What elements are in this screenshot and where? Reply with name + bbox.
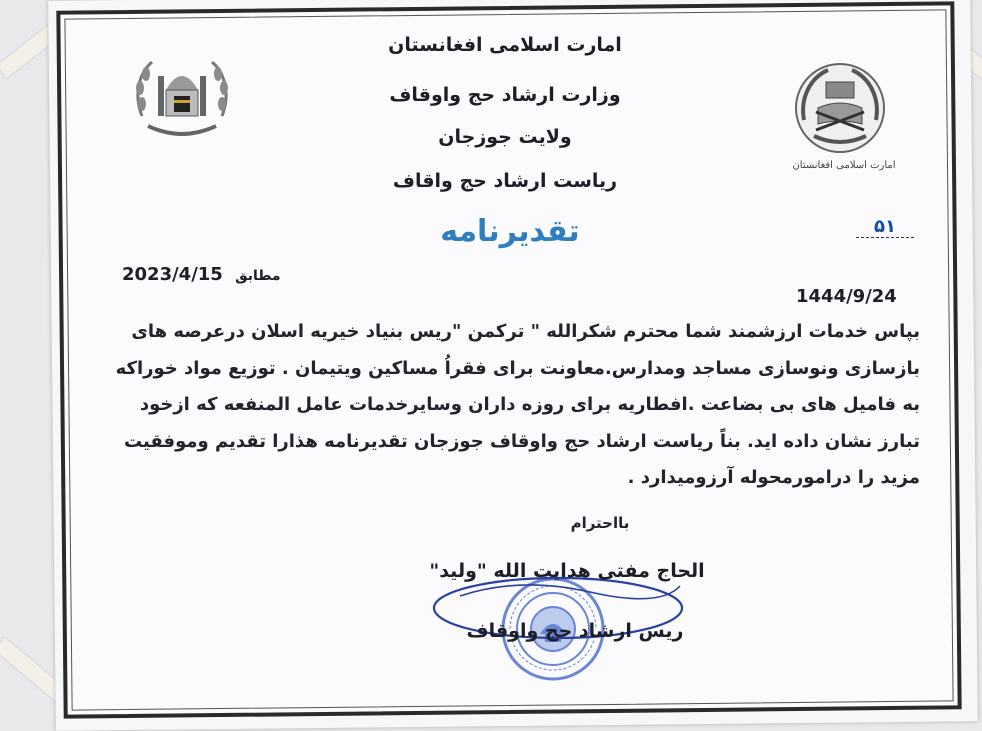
national-emblem-icon — [790, 58, 890, 158]
header-line-province: ولایت جوزجان — [438, 126, 572, 148]
closing-regards: بااحترام — [570, 514, 630, 532]
body-line: تبارز نشان داده اید. بناً ریاست ارشاد حج واوقاف جوزجان تقدیرنامه هذارا تقدیم وموفقیت — [123, 430, 920, 452]
certificate-title: تقدیرنامه — [440, 214, 580, 249]
gregorian-date-label: مطابق — [235, 268, 281, 284]
body-line: مزید را درامورمحوله آرزومیدارد . — [627, 467, 920, 488]
body-line: بپاس خدمات ارزشمند شما محترم شکرالله " ترکمن "ریس بنیاد خیریه اسلان درعرصه های — [131, 321, 920, 342]
body-line: به فامیل های بی بضاعت .افطاریه برای روزه داران وسایرخدمات عامل المنفعه که ازخود — [139, 394, 920, 415]
gregorian-date — [122, 264, 281, 285]
header-line-emirate: امارت اسلامی افغانستان — [388, 34, 622, 56]
certificate-body — [94, 314, 920, 497]
signer-name: الحاج مفتی هدایت الله "ولید" — [429, 560, 705, 582]
header-line-directorate: ریاست ارشاد حج واقاف — [392, 170, 618, 192]
hijri-date: 1444/9/24 — [796, 286, 897, 307]
emblem-caption: امارت اسلامی افغانستان — [792, 160, 896, 171]
ministry-emblem-icon — [128, 46, 236, 146]
header-line-ministry: وزارت ارشاد حج واوقاف — [389, 84, 621, 106]
gregorian-date-value: 2023/4/15 — [122, 264, 223, 285]
signer-position: ریس ارشاد حج واوقاف — [466, 620, 684, 642]
body-line: بازسازی ونوسازی مساجد ومدارس.معاونت برای فقراُ مساکین ویتیمان . توزیع مواد خوراکه — [115, 357, 920, 379]
certificate-number: ۵۱ — [856, 216, 914, 238]
